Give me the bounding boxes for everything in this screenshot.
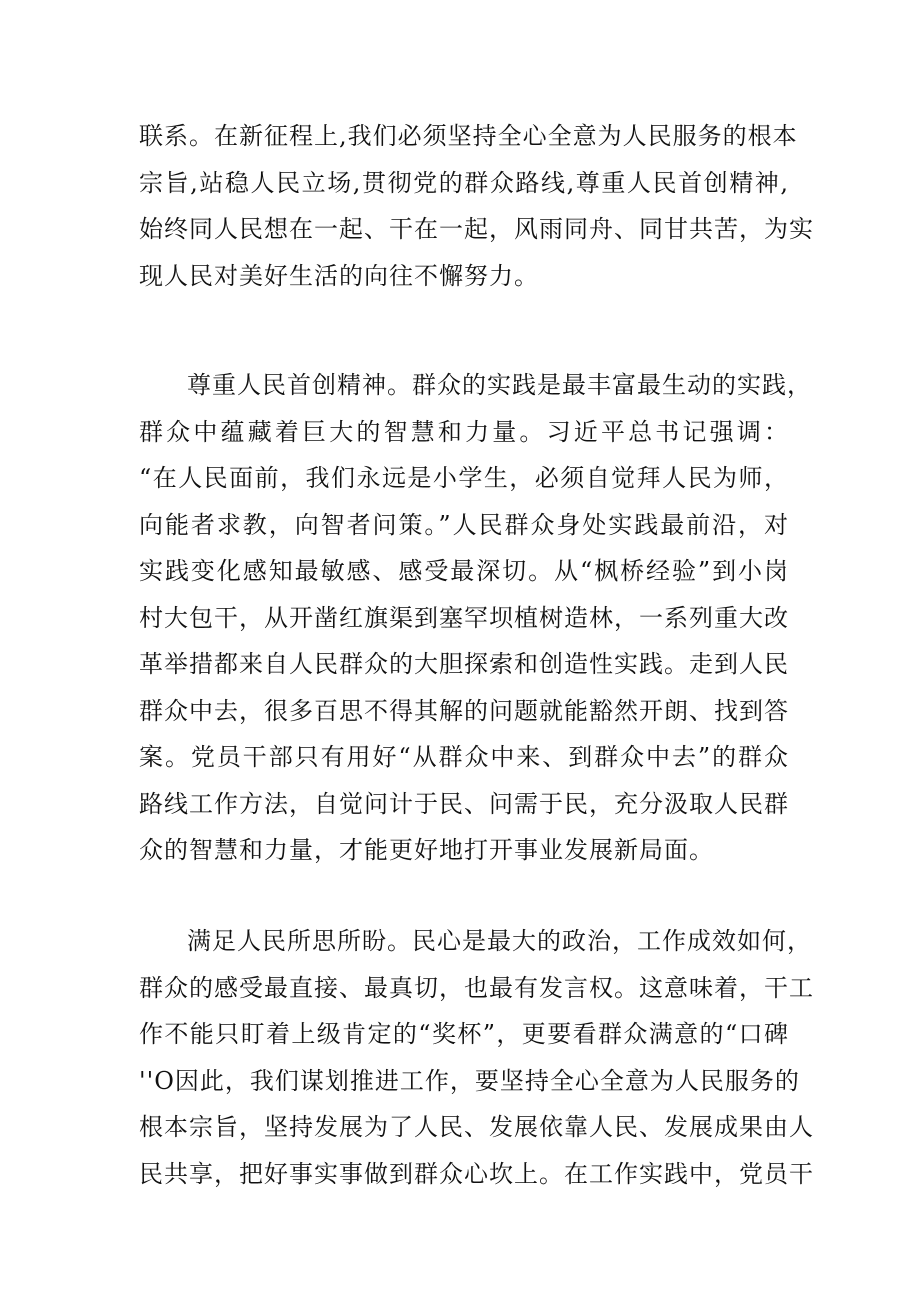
text-line: 宗旨,站稳人民立场,贯彻党的群众路线,尊重人民首创精神, xyxy=(139,168,789,197)
text-line: 向能者求教，向智者问策。”人民群众身处实践最前沿，对 xyxy=(139,510,789,539)
paragraph-2 xyxy=(139,362,812,874)
text-line: 革举措都来自人民群众的大胆探索和创造性实践。走到人民 xyxy=(139,650,789,678)
text-line: 村大包干，从开凿红旗渠到塞罕坝植树造林，一系列重大改 xyxy=(139,603,789,632)
text-line: 众的智慧和力量，才能更好地打开事业发展新局面。 xyxy=(139,836,714,864)
text-line: 始终同人民想在一起、干在一起，风雨同舟、同甘共苦，为实 xyxy=(139,215,814,243)
paragraph-3 xyxy=(139,918,814,1197)
paragraph-1 xyxy=(139,113,814,299)
text-line: 群众中蕴藏着巨大的智慧和力量。习近平总书记强调： xyxy=(139,417,789,446)
text-line: 民共享，把好事实事做到群众心坎上。在工作实践中，党员干 xyxy=(139,1159,814,1188)
text-line: 现人民对美好生活的向往不懈努力。 xyxy=(139,261,539,290)
text-line: 实践变化感知最敏感、感受最深切。从“枫桥经验”到小岗 xyxy=(139,557,789,585)
text-line: ''O因此，我们谋划推进工作，要坚持全心全意为人民服务的 xyxy=(139,1066,800,1095)
text-line: 案。党员干部只有用好“从群众中来、到群众中去”的群众 xyxy=(139,743,789,771)
text-line: 尊重人民首创精神。群众的实践是最丰富最生动的实践， xyxy=(187,371,812,399)
text-line: 群众的感受最直接、最真切，也最有发言权。这意味着，干工 xyxy=(139,973,814,1002)
text-line: 满足人民所思所盼。民心是最大的政治，工作成效如何， xyxy=(187,927,812,955)
text-line: 路线工作方法，自觉问计于民、问需于民，充分汲取人民群 xyxy=(139,789,789,818)
text-line: 根本宗旨，坚持发展为了人民、发展依靠人民、发展成果由人 xyxy=(139,1113,814,1141)
text-line: 联系。在新征程上,我们必须坚持全心全意为人民服务的根本 xyxy=(139,122,798,150)
text-line: “在人民面前，我们永远是小学生，必须自觉拜人民为师， xyxy=(139,464,789,492)
text-line: 群众中去，很多百思不得其解的问题就能豁然开朗、找到答 xyxy=(139,696,789,725)
text-line: 作不能只盯着上级肯定的“奖杯”，更要看群众满意的“口碑 xyxy=(139,1020,789,1048)
